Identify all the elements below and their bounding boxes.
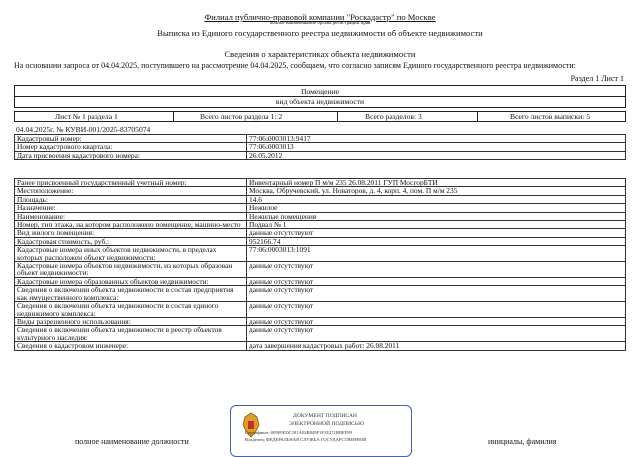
stamp-line2: ЭЛЕКТРОННОЙ ПОДПИСЬЮ bbox=[289, 421, 364, 427]
characteristic-row bbox=[15, 342, 626, 350]
field-value: данные отсутствуют bbox=[247, 326, 626, 342]
field-label: Ранее присвоенный государственный учетный номер: bbox=[15, 179, 247, 187]
characteristic-row bbox=[15, 187, 626, 195]
field-value: 14.6 bbox=[247, 195, 626, 203]
field-label: Вид жилого помещения: bbox=[15, 229, 247, 237]
field-label: Сведения о кадастровом инженере: bbox=[15, 342, 247, 350]
field-value: 952166.74 bbox=[247, 237, 626, 245]
object-type: Помещение bbox=[300, 87, 340, 96]
field-value: Подвал № 1 bbox=[247, 221, 626, 229]
object-type-box bbox=[14, 85, 626, 108]
field-label: Номер, тип этажа, на котором расположено помещение, машино-место bbox=[15, 221, 247, 229]
e-signature-stamp bbox=[230, 405, 412, 457]
field-label: Кадастровые номера образованных объектов недвижимости: bbox=[15, 277, 247, 285]
field-value: дата завершения кадастровых работ: 26.08.2011 bbox=[247, 342, 626, 350]
branch-title: Филиал публично-правовой компании "Роскадастр" по Москве bbox=[204, 12, 436, 22]
field-value: 26.05.2012 bbox=[247, 151, 626, 159]
characteristics-table bbox=[14, 178, 626, 351]
sheets-in-extract: Всего листов выписки: 5 bbox=[510, 112, 590, 121]
cadastral-table bbox=[14, 134, 626, 160]
stamp-owner: Владелец: ФЕДЕРАЛЬНАЯ СЛУЖБА ГОСУДАРСТВЕННОЙ bbox=[245, 437, 367, 442]
field-label: Номер кадастрового квартала: bbox=[15, 143, 247, 151]
request-text: На основании запроса от 04.04.2025, поступившего на рассмотрение 04.04.2025, сообщаем, что согласно записям Единого государственного реестра недвижимости: bbox=[14, 61, 576, 70]
field-label: Сведения о включении объекта недвижимости в реестр объектов культурного наследия: bbox=[15, 326, 247, 342]
field-value: данные отсутствуют bbox=[247, 262, 626, 278]
sheet-ref: Раздел 1 Лист 1 bbox=[570, 74, 624, 83]
characteristic-row bbox=[15, 204, 626, 212]
field-value: Инвентарный номер П м/м 235 26.08.2011 ГУП МосгорБТИ bbox=[247, 179, 626, 187]
field-label: Сведения о включении объекта недвижимости в состав единого недвижимого комплекса: bbox=[15, 302, 247, 318]
field-value: Нежилые помещения bbox=[247, 212, 626, 220]
stamp-line1: ДОКУМЕНТ ПОДПИСАН bbox=[293, 413, 357, 419]
cadastral-row bbox=[15, 151, 626, 159]
sheet-info-row bbox=[14, 111, 626, 122]
sections-total: Всего разделов: 3 bbox=[365, 112, 422, 121]
characteristic-row bbox=[15, 221, 626, 229]
characteristic-row bbox=[15, 286, 626, 302]
field-label: Кадастровая стоимость, руб.: bbox=[15, 237, 247, 245]
field-label: Площадь: bbox=[15, 195, 247, 203]
field-value: данные отсутствуют bbox=[247, 286, 626, 302]
field-value: данные отсутствуют bbox=[247, 277, 626, 285]
stamp-cert: Сертификат: 009F0EDC181A02B849F1F1E271BBEF89 bbox=[245, 430, 352, 435]
field-label: Наименование: bbox=[15, 212, 247, 220]
sheet-number: Лист № 1 раздела 1 bbox=[55, 112, 118, 121]
field-value: данные отсутствуют bbox=[247, 229, 626, 237]
characteristic-row bbox=[15, 326, 626, 342]
request-id: 04.04.2025г. № КУВИ-001/2025-83705074 bbox=[16, 125, 151, 134]
position-caption: полное наименование должности bbox=[75, 437, 189, 446]
field-label: Местоположение: bbox=[15, 187, 247, 195]
field-value: 77:06:0003013:1091 bbox=[247, 246, 626, 262]
field-label: Виды разрешенного использования: bbox=[15, 317, 247, 325]
object-type-caption: вид объекта недвижимости bbox=[275, 97, 365, 106]
field-label: Дата присвоения кадастрового номера: bbox=[15, 151, 247, 159]
extract-title: Выписка из Единого государственного реестра недвижимости об объекте недвижимости bbox=[157, 28, 483, 38]
characteristic-row bbox=[15, 195, 626, 203]
field-value: 77:06:0003013:9417 bbox=[247, 135, 626, 143]
branch-caption: полное наименование органа регистрации прав bbox=[269, 21, 371, 26]
field-label: Кадастровый номер: bbox=[15, 135, 247, 143]
field-label: Кадастровые номера объектов недвижимости, из которых образован объект недвижимости: bbox=[15, 262, 247, 278]
field-label: Сведения о включении объекта недвижимости в состав предприятия как имущественного комплекса: bbox=[15, 286, 247, 302]
field-label: Кадастровые номера иных объектов недвижимости, в пределах которых расположен объект недвижимости: bbox=[15, 246, 247, 262]
field-value: данные отсутствуют bbox=[247, 302, 626, 318]
sheets-in-section: Всего листов раздела 1: 2 bbox=[200, 112, 283, 121]
characteristic-row bbox=[15, 302, 626, 318]
field-value: Москва, Обручевский, ул. Новаторов, д. 4, корп. 4, пом. П м/м 235 bbox=[247, 187, 626, 195]
field-value: Нежилое bbox=[247, 204, 626, 212]
name-caption: инициалы, фамилия bbox=[488, 437, 557, 446]
characteristic-row bbox=[15, 262, 626, 278]
field-label: Назначение: bbox=[15, 204, 247, 212]
field-value: данные отсутствуют bbox=[247, 317, 626, 325]
field-value: 77:06:0003013 bbox=[247, 143, 626, 151]
characteristic-row bbox=[15, 246, 626, 262]
section-title: Сведения о характеристиках объекта недвижимости bbox=[224, 49, 416, 59]
